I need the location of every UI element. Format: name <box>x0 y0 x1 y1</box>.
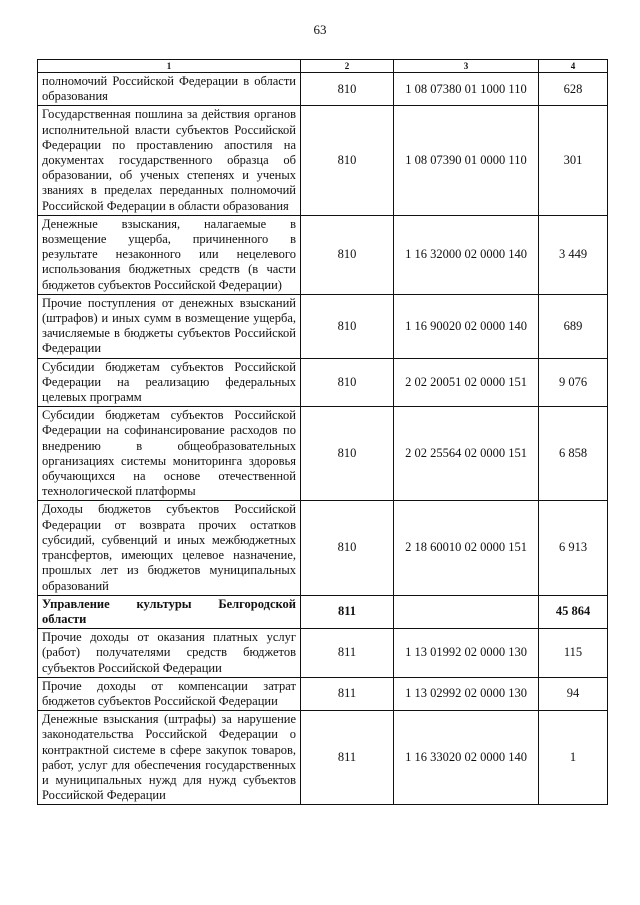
row-admin-code: 810 <box>301 501 394 595</box>
row-amount: 45 864 <box>539 595 608 628</box>
row-amount: 3 449 <box>539 215 608 294</box>
row-admin-code: 810 <box>301 407 394 501</box>
row-description: Денежные взыскания (штрафы) за нарушение законодательства Российской Федерации о контрактной системе в сфере закупок товаров, работ, услуг для обеспечения государственных и муниципальных нужд для нужд субъектов Российской Федерации <box>38 711 301 805</box>
row-amount: 6 913 <box>539 501 608 595</box>
row-description: Прочие поступления от денежных взысканий (штрафов) и иных сумм в возмещение ущерба, зачисляемые в бюджеты субъектов Российской Федерации <box>38 294 301 358</box>
row-amount: 628 <box>539 73 608 106</box>
row-admin-code: 811 <box>301 677 394 710</box>
table-row <box>38 711 608 805</box>
row-description: Субсидии бюджетам субъектов Российской Федерации на софинансирование расходов по внедрению в общеобразовательных организациях системы мониторинга здоровья обучающихся на основе отечественной технологической платформы <box>38 407 301 501</box>
table-row <box>38 407 608 501</box>
row-description: полномочий Российской Федерации в области образования <box>38 73 301 106</box>
row-admin-code: 810 <box>301 294 394 358</box>
column-header: 4 <box>539 60 608 73</box>
table-row <box>38 595 608 628</box>
page-number: 63 <box>313 22 327 37</box>
row-amount: 689 <box>539 294 608 358</box>
row-amount: 94 <box>539 677 608 710</box>
row-amount: 301 <box>539 106 608 215</box>
row-admin-code: 811 <box>301 595 394 628</box>
row-budget-code: 1 16 90020 02 0000 140 <box>394 294 539 358</box>
row-admin-code: 810 <box>301 73 394 106</box>
row-budget-code: 2 18 60010 02 0000 151 <box>394 501 539 595</box>
row-budget-code: 1 08 07380 01 1000 110 <box>394 73 539 106</box>
row-budget-code: 1 13 01992 02 0000 130 <box>394 629 539 678</box>
row-budget-code <box>394 595 539 628</box>
table-row <box>38 73 608 106</box>
table-row <box>38 215 608 294</box>
table-row <box>38 677 608 710</box>
row-description: Доходы бюджетов субъектов Российской Федерации от возврата прочих остатков субсидий, субвенций и иных межбюджетных трансфертов, имеющих целевое назначение, прошлых лет из бюджетов муниципальных образований <box>38 501 301 595</box>
row-budget-code: 1 16 33020 02 0000 140 <box>394 711 539 805</box>
table-header-row <box>38 60 608 73</box>
table-row <box>38 294 608 358</box>
row-budget-code: 2 02 25564 02 0000 151 <box>394 407 539 501</box>
row-admin-code: 810 <box>301 215 394 294</box>
row-amount: 1 <box>539 711 608 805</box>
row-budget-code: 1 08 07390 01 0000 110 <box>394 106 539 215</box>
column-header: 3 <box>394 60 539 73</box>
row-admin-code: 811 <box>301 629 394 678</box>
row-description: Субсидии бюджетам субъектов Российской Федерации на реализацию федеральных целевых программ <box>38 358 301 407</box>
row-amount: 6 858 <box>539 407 608 501</box>
row-budget-code: 2 02 20051 02 0000 151 <box>394 358 539 407</box>
row-admin-code: 811 <box>301 711 394 805</box>
column-header: 2 <box>301 60 394 73</box>
row-description: Прочие доходы от компенсации затрат бюджетов субъектов Российской Федерации <box>38 677 301 710</box>
row-description: Управление культуры Белгородской области <box>38 595 301 628</box>
row-description: Государственная пошлина за действия органов исполнительной власти субъектов Российской Федерации по проставлению апостиля на документах государственного образца об образовании, об ученых степенях и ученых званиях в пределах переданных полномочий Российской Федерации в области образования <box>38 106 301 215</box>
row-budget-code: 1 13 02992 02 0000 130 <box>394 677 539 710</box>
row-admin-code: 810 <box>301 106 394 215</box>
row-budget-code: 1 16 32000 02 0000 140 <box>394 215 539 294</box>
table-row <box>38 501 608 595</box>
table-row <box>38 358 608 407</box>
row-description: Денежные взыскания, налагаемые в возмещение ущерба, причиненного в результате незаконного или нецелевого использования бюджетных средств (в части бюджетов субъектов Российской Федерации) <box>38 215 301 294</box>
row-admin-code: 810 <box>301 358 394 407</box>
row-amount: 115 <box>539 629 608 678</box>
row-description: Прочие доходы от оказания платных услуг (работ) получателями средств бюджетов субъектов Российской Федерации <box>38 629 301 678</box>
revenue-table <box>37 59 608 805</box>
column-header: 1 <box>38 60 301 73</box>
table-row <box>38 106 608 215</box>
row-amount: 9 076 <box>539 358 608 407</box>
table-row <box>38 629 608 678</box>
